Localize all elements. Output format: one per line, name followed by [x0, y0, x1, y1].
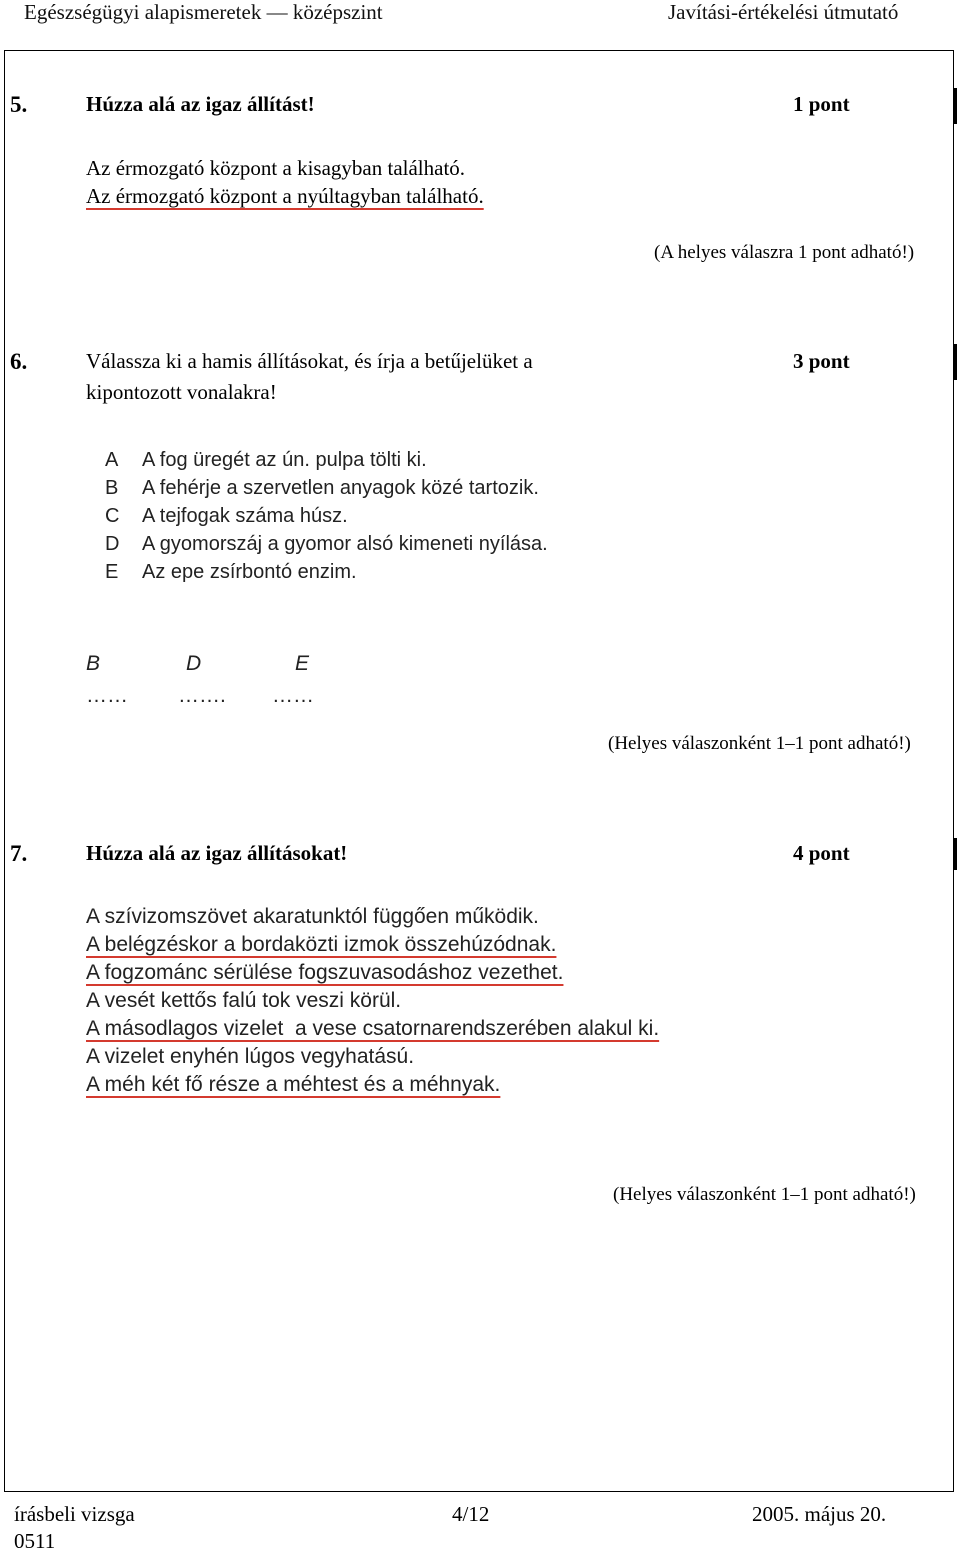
answer-blank: …… [86, 684, 128, 707]
answer-letter: D [186, 652, 202, 675]
scoring-note: (A helyes válaszra 1 pont adható!) [654, 242, 915, 263]
answer-letter: E [295, 652, 310, 675]
header-title: Egészségügyi alapismeretek — középszint [24, 0, 383, 24]
answer-letter: B [86, 652, 101, 675]
option-letter: A [105, 449, 119, 471]
option-text: Az epe zsírbontó enzim. [142, 561, 357, 583]
statement-underlined: A méh két fő része a méhtest és a méhnyak. [86, 1073, 501, 1096]
statement: A vesét kettős falú tok veszi körül. [86, 989, 402, 1012]
footer-exam-code: 0511 [14, 1529, 56, 1553]
option-letter: C [105, 505, 120, 527]
option-letter: B [105, 477, 119, 499]
question-number: 6. [10, 349, 28, 374]
answer-blank: ……. [178, 684, 226, 707]
question-number: 7. [10, 841, 28, 866]
option-text: A fehérje a szervetlen anyagok közé tartozik. [142, 477, 539, 499]
option-text: A gyomorszáj a gyomor alsó kimeneti nyílása. [142, 533, 548, 555]
statement-underlined: A fogzománc sérülése fogszuvasodáshoz vezethet. [86, 961, 564, 984]
question-title: Válassza ki a hamis állításokat, és írja a betűjelüket a [86, 349, 533, 373]
question-points: 3 pont [793, 349, 850, 373]
statement-underlined: Az érmozgató központ a nyúltagyban található. [86, 184, 484, 208]
scoring-note: (Helyes válaszonként 1–1 pont adható!) [613, 1184, 916, 1205]
scoring-note: (Helyes válaszonként 1–1 pont adható!) [608, 733, 911, 754]
question-title-continued: kipontozott vonalakra! [86, 380, 277, 404]
header-guide-title: Javítási-értékelési útmutató [668, 0, 899, 24]
option-text: A tejfogak száma húsz. [142, 505, 348, 527]
margin-mark [954, 88, 957, 124]
question-points: 1 pont [793, 92, 850, 116]
option-letter: E [105, 561, 119, 583]
statement-underlined: A másodlagos vizelet a vese csatornarendszerében alakul ki. [86, 1017, 660, 1040]
margin-mark [954, 838, 957, 870]
margin-mark [954, 344, 957, 380]
question-number: 5. [10, 92, 28, 117]
statement: A vizelet enyhén lúgos vegyhatású. [86, 1045, 415, 1068]
question-points: 4 pont [793, 841, 850, 865]
statement: A szívizomszövet akaratunktól függően működik. [86, 905, 539, 928]
footer-page-number: 4/12 [452, 1502, 490, 1526]
question-title: Húzza alá az igaz állításokat! [86, 841, 348, 865]
answer-blank: …… [272, 684, 314, 707]
statement-underlined: A belégzéskor a bordaközti izmok összehúzódnak. [86, 933, 557, 956]
question-title: Húzza alá az igaz állítást! [86, 92, 315, 116]
option-letter: D [105, 533, 120, 555]
statement: Az érmozgató központ a kisagyban található. [86, 156, 466, 180]
footer-date: 2005. május 20. [752, 1502, 887, 1526]
content-frame [4, 50, 954, 1492]
option-text: A fog üregét az ún. pulpa tölti ki. [142, 449, 427, 471]
footer-exam-type: írásbeli vizsga [14, 1502, 135, 1526]
